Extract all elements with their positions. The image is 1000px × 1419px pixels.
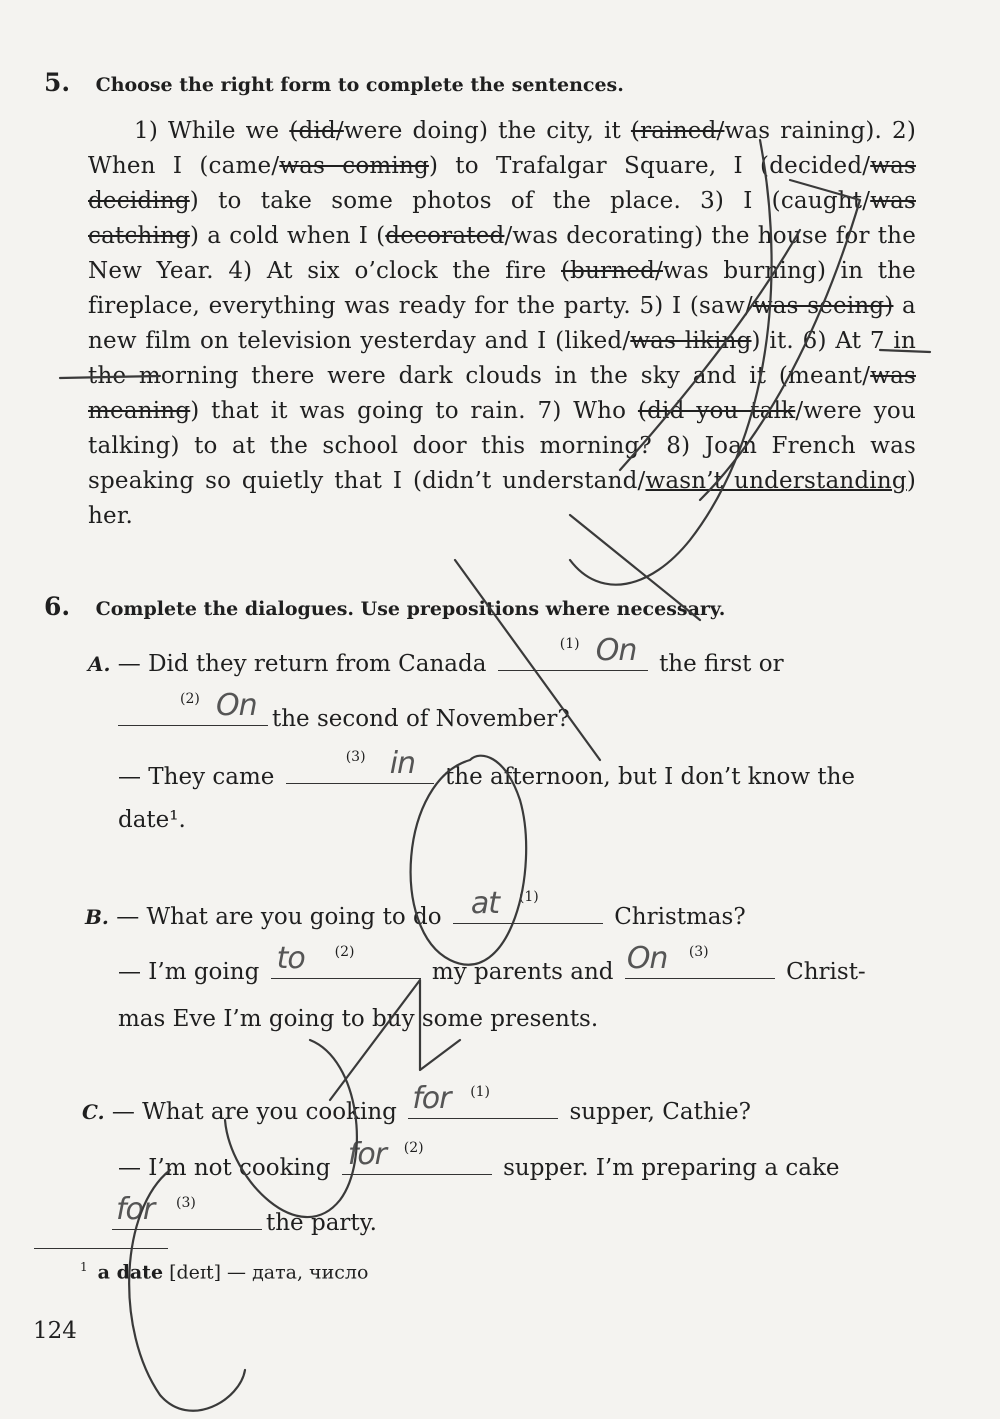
- dialogue-label: A.: [88, 652, 111, 676]
- handwritten-answer: in: [389, 746, 416, 781]
- dialogue-c-line-1: C. — What are you cooking (1) for supper, Cathie?: [82, 1081, 751, 1125]
- dialogue-a-line-2: (2) On the second of November?: [118, 697, 570, 732]
- crossed-out-option: (burned/: [561, 258, 664, 284]
- exercise-number: 5.: [44, 68, 71, 97]
- crossed-out-option: was seeing): [752, 293, 894, 319]
- dialogue-label: B.: [85, 905, 109, 929]
- dialogue-b-line-1: B. — What are you going to do (1) at Christmas?: [85, 886, 746, 930]
- handwritten-answer: to: [276, 941, 305, 976]
- handwritten-answer: On: [216, 688, 257, 723]
- crossed-out-option: was meaning: [88, 363, 916, 424]
- dialogue-b-line-3: mas Eve I’m going to buy some presents.: [118, 1006, 599, 1032]
- dialogue-label: C.: [82, 1100, 105, 1124]
- answer-blank[interactable]: (2) for: [342, 1146, 492, 1175]
- answer-blank[interactable]: (1) for: [408, 1090, 558, 1119]
- exercise-6-heading: [44, 592, 725, 621]
- dialogue-a-line-4: date¹.: [118, 807, 186, 833]
- crossed-out-option: was catching: [88, 188, 916, 249]
- exercise-title: Choose the right form to complete the sentences.: [95, 74, 624, 96]
- answer-blank[interactable]: (3) for: [112, 1201, 262, 1230]
- crossed-out-option: (did you talk: [637, 398, 796, 424]
- underlined-option: wasn’t understanding: [645, 468, 907, 494]
- exercise-5-text: 1) While we (did/were doing) the city, it (rained/was raining). 2) When I (came/was coming) to Trafalgar Square, I (decided/was deciding) to take some photos of the place. 3) I (caught/was catching) a cold when I (decorated/was decorating) the house for the New Year. 4) At six o’clock the fire (burned/was burning) in the fireplace, everything was ready for the party. 5) I (saw/was seeing) a new film on television yesterday and I (liked/was liking) it. 6) At 7 in the morning there were dark clouds in the sky and it (meant/was meaning) that it was going to rain. 7) Who (did you talk/were you talking) to at the school door this morning? 8) Joan French was speaking so quietly that I (didn’t understand/wasn’t understanding) her.: [88, 118, 917, 529]
- crossed-out-option: was deciding: [88, 153, 917, 214]
- crossed-out-option: decorated: [385, 223, 505, 249]
- exercise-title: Complete the dialogues. Use prepositions where necessary.: [95, 598, 726, 620]
- answer-blank[interactable]: (2) On: [118, 697, 268, 726]
- answer-blank[interactable]: (1) at: [453, 895, 603, 924]
- dialogue-a-line-1: A. — Did they return from Canada (1) On the first or: [88, 633, 784, 677]
- dialogue-b-line-2: — I’m going (2) to my parents and (3) On Christ-: [118, 941, 866, 985]
- exercise-number: 6.: [44, 592, 71, 621]
- answer-blank[interactable]: (1) On: [498, 642, 648, 671]
- handwritten-answer: for: [347, 1137, 387, 1172]
- footnote: [80, 1260, 368, 1283]
- handwritten-answer: for: [412, 1081, 451, 1116]
- answer-blank[interactable]: (2) to: [271, 950, 421, 979]
- answer-blank[interactable]: (3) On: [625, 950, 775, 979]
- exercise-5-heading: [44, 68, 624, 97]
- page-number: 124: [33, 1318, 77, 1344]
- dialogue-c-line-3: (3) for the party.: [112, 1201, 377, 1236]
- footnote-divider: [34, 1248, 168, 1249]
- crossed-out-option: (rained/: [630, 118, 725, 144]
- dialogue-c-line-2: — I’m not cooking (2) for supper. I’m preparing a cake: [118, 1137, 840, 1181]
- footnote-term: a date: [97, 1261, 164, 1284]
- dialogue-a-line-3: — They came (3) in the afternoon, but I don’t know the: [118, 746, 856, 790]
- crossed-out-option: (did/: [289, 118, 344, 144]
- footnote-mark: 1: [80, 1260, 88, 1274]
- footnote-definition: [deɪt] — дата, число: [163, 1261, 369, 1284]
- handwritten-answer: at: [470, 886, 500, 921]
- crossed-out-option: was coming: [279, 153, 429, 179]
- handwritten-answer: for: [116, 1192, 155, 1227]
- handwritten-answer: On: [626, 941, 668, 976]
- crossed-out-option: was liking: [630, 328, 752, 354]
- scribble-stroke-o2: [225, 1040, 357, 1217]
- handwritten-answer: On: [595, 633, 637, 668]
- answer-blank[interactable]: (3) in: [286, 755, 434, 784]
